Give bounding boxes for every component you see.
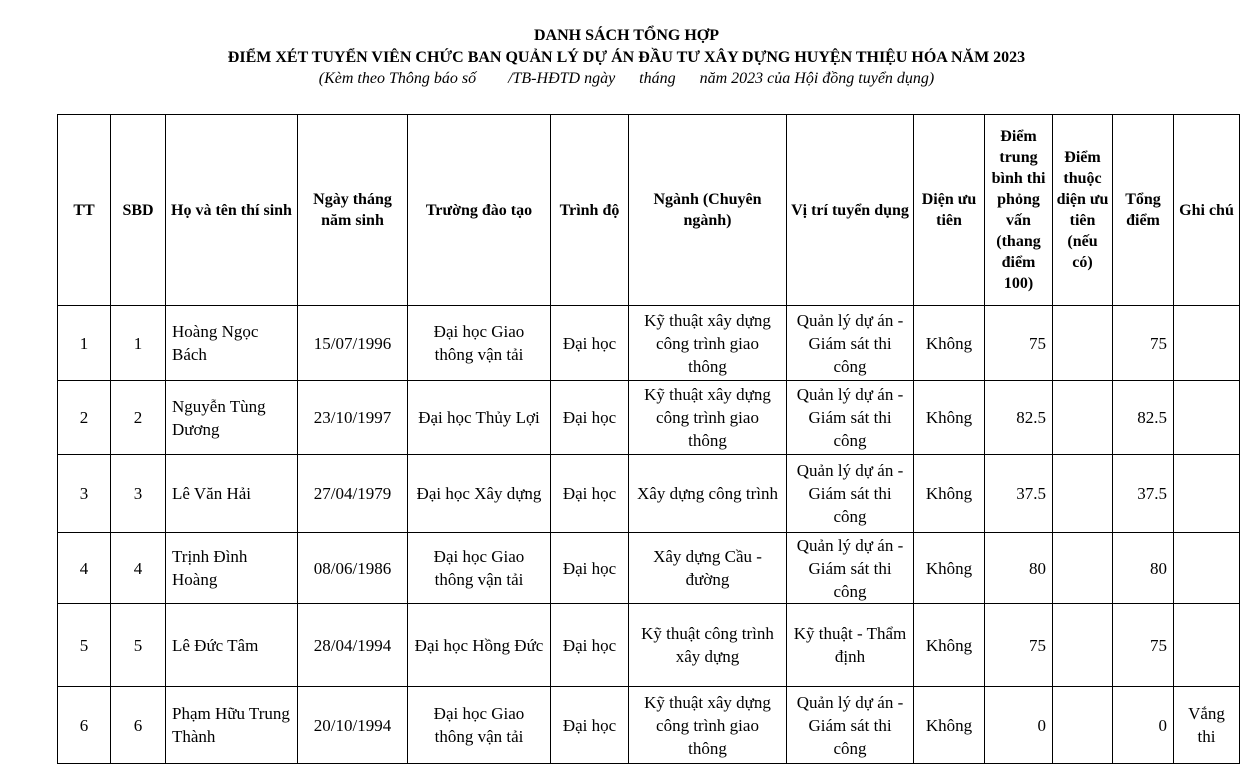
cell-total: 80 (1113, 533, 1174, 604)
cell-position: Quản lý dự án - Giám sát thi công (787, 381, 914, 455)
cell-position: Quản lý dự án - Giám sát thi công (787, 306, 914, 381)
cell-level: Đại học (551, 604, 629, 687)
cell-tt: 6 (58, 687, 111, 764)
cell-position: Kỹ thuật - Thẩm định (787, 604, 914, 687)
cell-score: 0 (985, 687, 1053, 764)
table-header-row (58, 115, 1240, 306)
cell-total: 37.5 (1113, 455, 1174, 533)
cell-dob: 28/04/1994 (298, 604, 408, 687)
cell-level: Đại học (551, 533, 629, 604)
cell-note (1174, 455, 1240, 533)
cell-sbd: 3 (111, 455, 166, 533)
cell-level: Đại học (551, 687, 629, 764)
col-header-school: Trường đào tạo (408, 115, 551, 306)
cell-total: 82.5 (1113, 381, 1174, 455)
cell-total: 0 (1113, 687, 1174, 764)
cell-dob: 27/04/1979 (298, 455, 408, 533)
cell-name: Phạm Hữu Trung Thành (166, 687, 298, 764)
cell-name: Trịnh Đình Hoàng (166, 533, 298, 604)
table-row (58, 604, 1240, 687)
cell-position: Quản lý dự án - Giám sát thi công (787, 533, 914, 604)
cell-school: Đại học Hồng Đức (408, 604, 551, 687)
cell-sbd: 1 (111, 306, 166, 381)
cell-sbd: 4 (111, 533, 166, 604)
cell-total: 75 (1113, 604, 1174, 687)
cell-total: 75 (1113, 306, 1174, 381)
table-row (58, 533, 1240, 604)
cell-tt: 4 (58, 533, 111, 604)
cell-level: Đại học (551, 455, 629, 533)
cell-priority: Không (914, 533, 985, 604)
cell-score: 37.5 (985, 455, 1053, 533)
cell-school: Đại học Xây dựng (408, 455, 551, 533)
document-note: (Kèm theo Thông báo số /TB-HĐTD ngày tháng năm 2023 của Hội đồng tuyển dụng) (318, 70, 935, 87)
cell-note (1174, 604, 1240, 687)
cell-bonus (1053, 306, 1113, 381)
cell-school: Đại học Thủy Lợi (408, 381, 551, 455)
table-row (58, 687, 1240, 764)
cell-school: Đại học Giao thông vận tải (408, 533, 551, 604)
cell-name: Lê Đức Tâm (166, 604, 298, 687)
cell-school: Đại học Giao thông vận tải (408, 687, 551, 764)
cell-major: Kỹ thuật công trình xây dựng (629, 604, 787, 687)
table-row (58, 306, 1240, 381)
cell-priority: Không (914, 381, 985, 455)
cell-note (1174, 533, 1240, 604)
cell-major: Kỹ thuật xây dựng công trình giao thông (629, 381, 787, 455)
cell-bonus (1053, 533, 1113, 604)
cell-score: 75 (985, 306, 1053, 381)
col-header-tt: TT (58, 115, 111, 306)
cell-score: 82.5 (985, 381, 1053, 455)
cell-score: 80 (985, 533, 1053, 604)
candidate-table (57, 114, 1240, 764)
cell-position: Quản lý dự án - Giám sát thi công (787, 687, 914, 764)
cell-note: Vắng thi (1174, 687, 1240, 764)
cell-sbd: 2 (111, 381, 166, 455)
col-header-score: Điểm trung bình thi phỏng vấn (thang điểm 100) (985, 115, 1053, 306)
cell-bonus (1053, 687, 1113, 764)
cell-sbd: 6 (111, 687, 166, 764)
col-header-priority: Diện ưu tiên (914, 115, 985, 306)
col-header-bonus: Điểm thuộc diện ưu tiên (nếu có) (1053, 115, 1113, 306)
col-header-note: Ghi chú (1174, 115, 1240, 306)
cell-level: Đại học (551, 306, 629, 381)
cell-name: Hoàng Ngọc Bách (166, 306, 298, 381)
cell-sbd: 5 (111, 604, 166, 687)
cell-level: Đại học (551, 381, 629, 455)
document-title: DANH SÁCH TỔNG HỢP (533, 27, 720, 44)
cell-bonus (1053, 455, 1113, 533)
cell-major: Xây dựng Cầu - đường (629, 533, 787, 604)
document-header (0, 0, 1253, 88)
cell-note (1174, 381, 1240, 455)
cell-priority: Không (914, 455, 985, 533)
col-header-name: Họ và tên thí sinh (166, 115, 298, 306)
table-row (58, 455, 1240, 533)
cell-score: 75 (985, 604, 1053, 687)
cell-dob: 23/10/1997 (298, 381, 408, 455)
cell-tt: 5 (58, 604, 111, 687)
col-header-sbd: SBD (111, 115, 166, 306)
cell-name: Nguyễn Tùng Dương (166, 381, 298, 455)
cell-bonus (1053, 381, 1113, 455)
cell-major: Kỹ thuật xây dựng công trình giao thông (629, 687, 787, 764)
col-header-major: Ngành (Chuyên ngành) (629, 115, 787, 306)
cell-tt: 1 (58, 306, 111, 381)
cell-dob: 20/10/1994 (298, 687, 408, 764)
cell-priority: Không (914, 306, 985, 381)
col-header-position: Vị trí tuyển dụng (787, 115, 914, 306)
cell-priority: Không (914, 604, 985, 687)
col-header-level: Trình độ (551, 115, 629, 306)
cell-dob: 08/06/1986 (298, 533, 408, 604)
cell-school: Đại học Giao thông vận tải (408, 306, 551, 381)
cell-tt: 2 (58, 381, 111, 455)
document-subtitle: ĐIỂM XÉT TUYỂN VIÊN CHỨC BAN QUẢN LÝ DỰ ÁN ĐẦU TƯ XÂY DỰNG HUYỆN THIỆU HÓA NĂM 2023 (227, 49, 1026, 66)
table-row (58, 381, 1240, 455)
cell-position: Quản lý dự án - Giám sát thi công (787, 455, 914, 533)
cell-bonus (1053, 604, 1113, 687)
cell-priority: Không (914, 687, 985, 764)
cell-major: Kỹ thuật xây dựng công trình giao thông (629, 306, 787, 381)
cell-note (1174, 306, 1240, 381)
col-header-dob: Ngày tháng năm sinh (298, 115, 408, 306)
col-header-total: Tổng điểm (1113, 115, 1174, 306)
cell-major: Xây dựng công trình (629, 455, 787, 533)
cell-name: Lê Văn Hải (166, 455, 298, 533)
cell-dob: 15/07/1996 (298, 306, 408, 381)
cell-tt: 3 (58, 455, 111, 533)
